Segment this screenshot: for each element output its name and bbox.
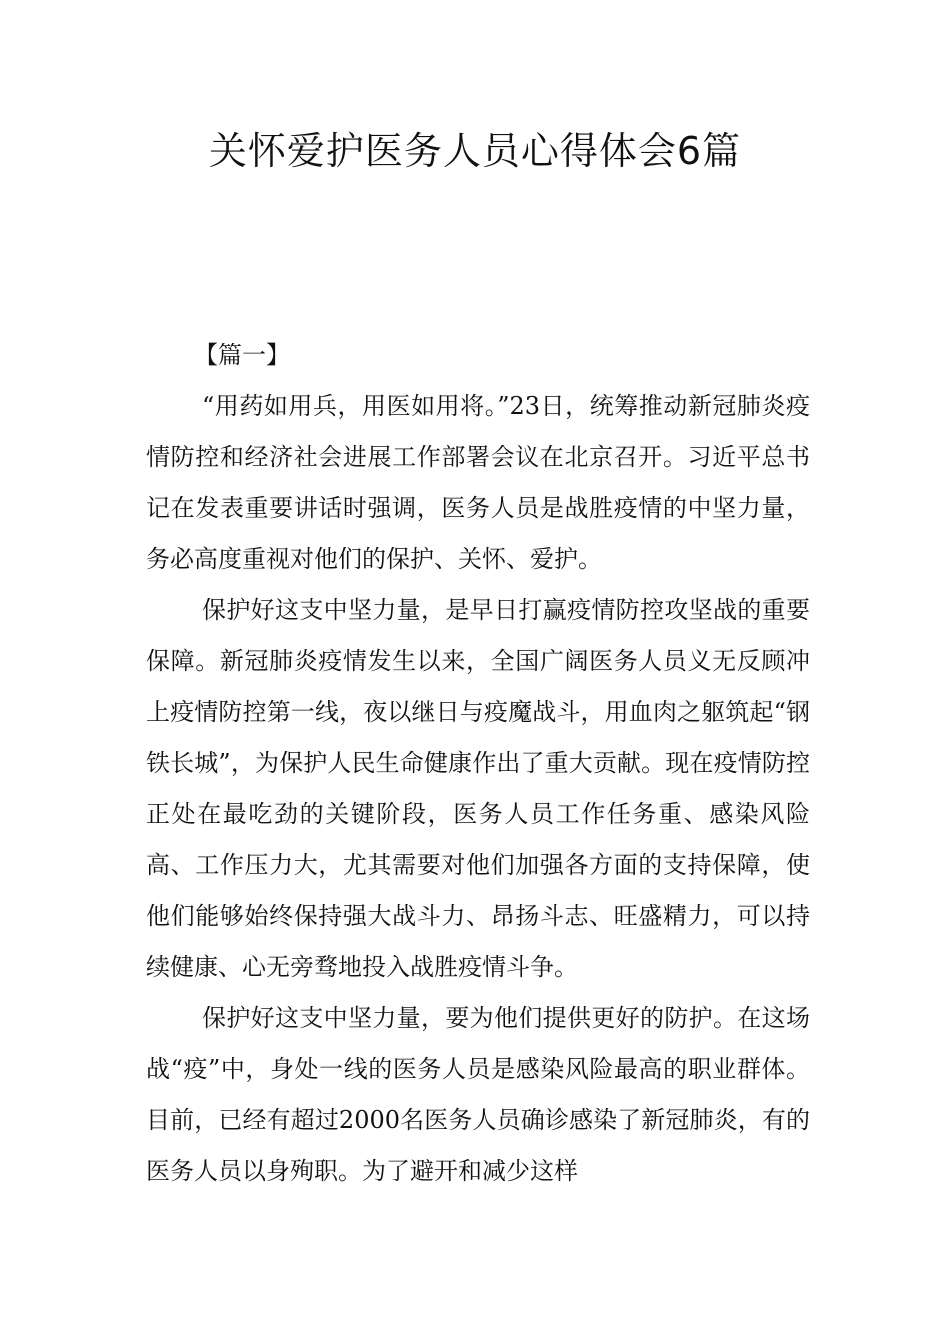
section-heading: 【篇一】 bbox=[194, 341, 290, 369]
paragraph-2: 保护好这支中坚力量，是早日打赢疫情防控攻坚战的重要保障。新冠肺炎疫情发生以来，全国广阔医务人员义无反顾冲上疫情防控第一线，夜以继日与疫魔战斗，用血肉之躯筑起“钢铁长城”，为保护人民生命健康作出了重大贡献。现在疫情防控正处在最吃劲的关键阶段，医务人员工作任务重、感染风险高、工作压力大，尤其需要对他们加强各方面的支持保障，使他们能够始终保持强大战斗力、昂扬斗志、旺盛精力，可以持续健康、心无旁骛地投入战胜疫情斗争。 bbox=[146, 596, 810, 981]
document-title: 关怀爱护医务人员心得体会6篇 bbox=[208, 129, 742, 173]
document-body bbox=[146, 330, 810, 1197]
paragraph-1: “用药如用兵，用医如用将。”23日，统筹推动新冠肺炎疫情防控和经济社会进展工作部署会议在北京召开。习近平总书记在发表重要讲话时强调，医务人员是战胜疫情的中坚力量，务必高度重视对他们的保护、关怀、爱护。 bbox=[146, 392, 810, 573]
paragraph-3: 保护好这支中坚力量，要为他们提供更好的防护。在这场战“疫”中，身处一线的医务人员是感染风险最高的职业群体。目前，已经有超过2000名医务人员确诊感染了新冠肺炎，有的医务人员以身殉职。为了避开和减少这样 bbox=[146, 1004, 810, 1185]
